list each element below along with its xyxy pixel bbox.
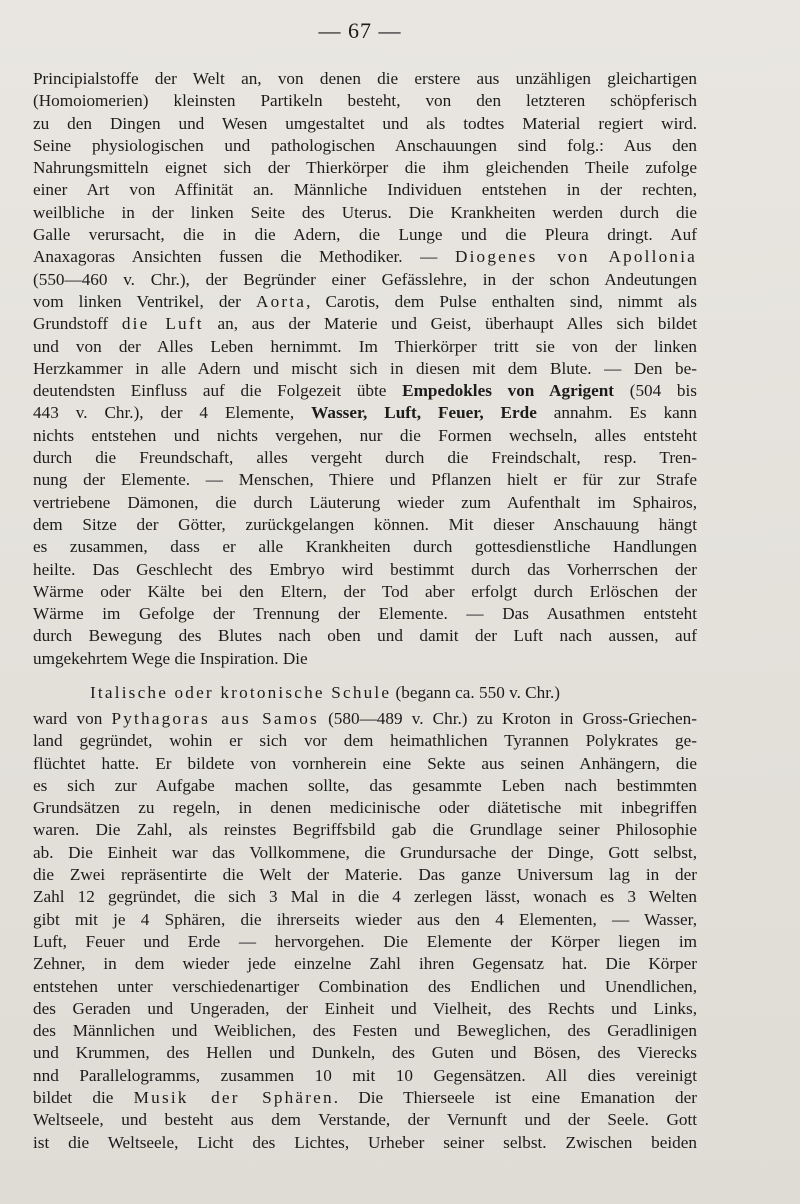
text-line <box>33 313 697 335</box>
text-line: Weltseele, und besteht aus dem Verstande, der Vernunft und der Seele. Gott <box>33 1110 697 1130</box>
text-segment: Grundstoff <box>33 314 122 334</box>
spaced-name-pythagoras: Pythagoras aus Samos <box>111 709 319 728</box>
text-line: heilte. Das Geschlecht des Embryo wird bestimmt durch das Vorherrschen der <box>33 559 697 579</box>
text-line: Luft, Feuer und Erde — hervorgehen. Die Elemente der Körper liegen im <box>33 931 697 951</box>
bold-elements: Wasser, Luft, Feuer, Erde <box>311 403 537 423</box>
text-line: entstehen unter verschiedenartiger Combination des Endlichen und Unendlichen, <box>33 976 697 996</box>
text-line: ist die Weltseele, Licht des Lichtes, Urheber seiner selbst. Zwischen beiden <box>33 1132 697 1152</box>
text-line: (550—460 v. Chr.), der Begründer einer Gefässlehre, in der schon Andeutungen <box>33 269 697 289</box>
text-line: waren. Die Zahl, als reinstes Begriffsbild gab die Grundlage seiner Philosophie <box>33 820 697 840</box>
text-line: Principialstoffe der Welt an, von denen die erstere aus unzähligen gleichartigen <box>33 69 697 88</box>
text-line: durch Bewegung des Blutes nach oben und damit der Luft nach aussen, auf <box>33 626 697 646</box>
text-line: nung der Elemente. — Menschen, Thiere und Pflanzen hielt er für zur Strafe <box>33 470 697 490</box>
text-line: vertriebene Dämonen, die durch Läuterung wieder zum Aufenthalt im Sphairos, <box>33 492 697 512</box>
text-line: land gegründet, wohin er sich vor dem heimathlichen Tyrannen Polykrates ge- <box>33 731 697 751</box>
text-line <box>33 380 697 402</box>
text-line <box>33 291 697 313</box>
text-segment: vom linken Ventrikel, der <box>33 291 256 311</box>
text-line: Wärme oder Kälte bei den Eltern, der Tod aber erfolgt durch Erlöschen der <box>33 581 697 601</box>
text-segment: , Carotis, dem Pulse enthalten sind, nimmt als <box>306 291 697 311</box>
text-line: und von der Alles Leben hernimmt. Im Thierkörper tritt sie von der linken <box>33 336 697 356</box>
text-line: Seine physiologischen und pathologischen Anschauungen sind folg.: Aus den <box>33 135 697 155</box>
text-segment: annahm. Es kann <box>536 403 697 423</box>
text-line: Nahrungsmitteln eignet sich der Thierkörper die ihm gleichenden Theile zufolge <box>33 158 697 178</box>
text-line: es sich zur Aufgabe machen sollte, das gesammte Leben nach bestimmten <box>33 775 697 795</box>
text-line: des Geraden und Ungeraden, der Einheit und Vielheit, des Rechts und Links, <box>33 998 697 1018</box>
text-segment: bildet die <box>33 1088 134 1108</box>
text-segment: (504 bis <box>614 381 697 401</box>
text-line: Zehner, in dem wieder jede einzelne Zahl ihren Gegensatz hat. Die Körper <box>33 954 697 974</box>
text-line: es zusammen, dass er alle Krankheiten durch gottesdienstliche Handlungen <box>33 537 697 557</box>
text-segment: Anaxagoras Ansichten fussen die Methodiker. — <box>33 247 455 267</box>
spaced-term-aorta: Aorta <box>255 291 307 311</box>
text-segment: . Die Thierseele ist eine Emanation der <box>333 1088 697 1108</box>
text-line: nichts entstehen und nichts vergehen, nur die Formen wechseln, alles entsteht <box>33 425 697 445</box>
text-line: gibt mit je 4 Sphären, die ihrerseits wieder aus den 4 Elementen, — Wasser, <box>33 909 697 929</box>
text-segment: deutendsten Einfluss auf die Folgezeit übte <box>33 381 403 401</box>
text-line <box>33 246 697 268</box>
text-line: nnd Parallelogramms, zusammen 10 mit 10 Gegensätzen. All dies vereinigt <box>33 1065 697 1085</box>
text-line <box>33 708 697 730</box>
text-line <box>33 1087 697 1109</box>
text-segment: (580—489 v. Chr.) zu Kroton in Gross-Griechen- <box>318 709 697 728</box>
text-line: ab. Die Einheit war das Vollkommene, die Grundursache der Dinge, Gott selbst, <box>33 842 697 862</box>
spaced-term-musik: Musik der Sphären <box>133 1088 334 1108</box>
text-line: und Krummen, des Hellen und Dunkeln, des Guten und Bösen, des Vierecks <box>33 1043 697 1063</box>
text-line: Zahl 12 gegründet, die sich 3 Mal in die 4 zerlegen lässt, wonach es 3 Welten <box>33 887 697 907</box>
page-number: — 67 — <box>318 18 402 43</box>
text-segment: an, aus der Materie und Geist, überhaupt Alles sich bildet <box>203 314 697 334</box>
text-line: dem Sitze der Götter, zurückgelangen können. Mit dieser Anschauung hängt <box>33 514 697 534</box>
paragraph-pythagoras <box>33 708 697 1154</box>
text-line: Herzkammer in alle Adern und mischt sich in diesen mit dem Blute. — Den be- <box>33 358 697 378</box>
text-line: weilbliche in der linken Seite des Uterus. Die Krankheiten werden durch die <box>33 202 697 222</box>
paragraph-anaxagoras-empedokles <box>33 68 697 670</box>
spaced-term-luft: die Luft <box>121 314 204 334</box>
text-segment: ward von <box>33 709 112 728</box>
text-line: Wärme im Gefolge der Trennung der Elemente. — Das Ausathmen entsteht <box>33 604 697 624</box>
text-line: flüchtet hatte. Er bildete von vornherein eine Sekte aus seinen Anhängern, die <box>33 753 697 773</box>
text-line: Grundsätzen zu regeln, in denen medicinische oder diätetische mit inbegriffen <box>33 798 697 818</box>
section-heading-date: (begann ca. 550 v. Chr.) <box>391 683 561 702</box>
text-line: die Zwei repräsentirte die Welt der Materie. Das ganze Universum lag in der <box>33 865 697 885</box>
text-line: des Männlichen und Weiblichen, des Festen und Beweglichen, des Geradlinigen <box>33 1021 697 1041</box>
text-line: (Homoiomerien) kleinsten Partikeln besteht, von den letzteren schöpferisch <box>33 91 697 111</box>
text-line: zu den Dingen und Wesen umgestaltet und als todtes Material regiert wird. <box>33 113 697 133</box>
bold-name-empedokles: Empedokles von Agrigent <box>402 381 615 401</box>
section-heading <box>90 682 670 704</box>
text-segment: 443 v. Chr.), der 4 Elemente, <box>33 403 312 423</box>
text-line <box>33 402 697 424</box>
text-line: durch die Freundschaft, alles vergeht durch die Freindschalt, resp. Tren- <box>33 448 697 468</box>
text-line: einer Art von Affinität an. Männliche Individuen entstehen in der rechten, <box>33 180 697 200</box>
text-line: umgekehrtem Wege die Inspiration. Die <box>33 648 308 668</box>
section-heading-title: Italische oder krotonische Schule <box>90 683 392 702</box>
text-line: Galle verursacht, die in die Adern, die Lunge und die Pleura dringt. Auf <box>33 225 697 245</box>
spaced-name-diogenes: Diogenes von Apollonia <box>454 247 697 267</box>
